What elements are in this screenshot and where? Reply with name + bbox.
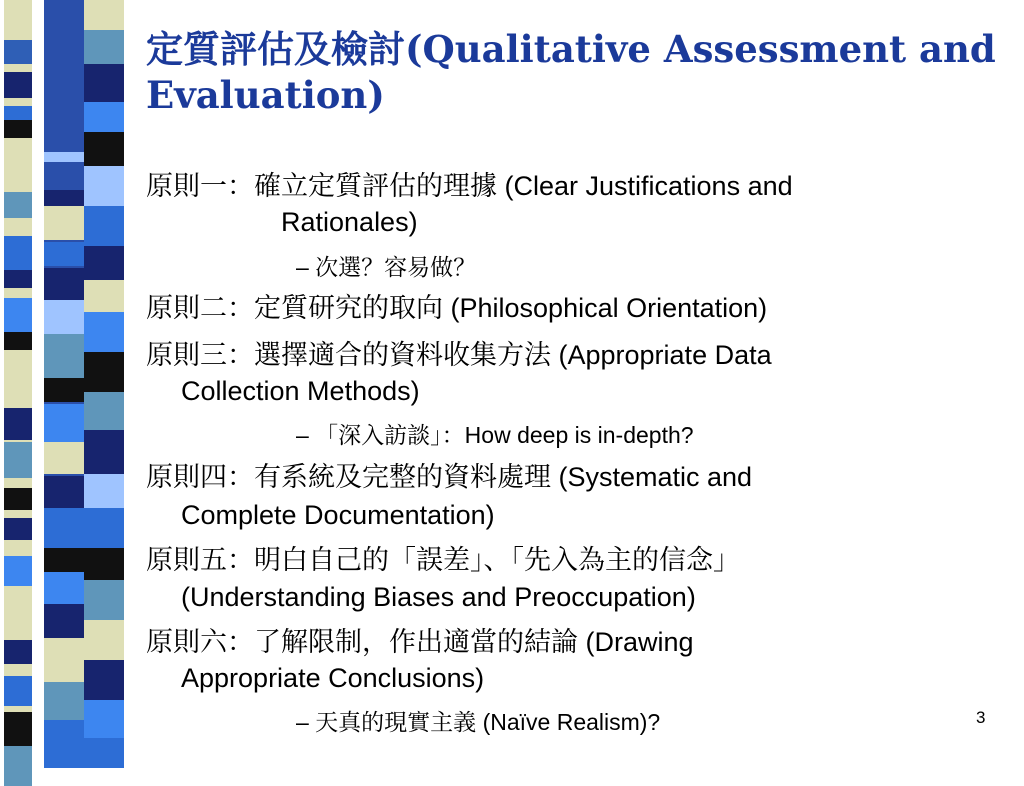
decorative-block — [84, 392, 124, 430]
principle-6-line-1: 原則六：了解限制，作出適當的結論 (Drawing — [146, 627, 694, 657]
decorative-block — [84, 132, 124, 166]
principle-1-line-2: Rationales) — [281, 207, 418, 237]
decorative-block — [44, 190, 84, 206]
principle-4-line-2: Complete Documentation) — [181, 500, 495, 530]
decorative-block — [4, 712, 32, 748]
decorative-block — [4, 676, 32, 706]
decorative-block — [4, 640, 32, 664]
principle-3-line-2: Collection Methods) — [181, 376, 420, 406]
decorative-block — [44, 476, 84, 508]
decorative-block — [44, 378, 84, 402]
decorative-block-strip — [0, 0, 130, 768]
principle-1-subpoint: – 次選？容易做？ — [296, 254, 477, 280]
decorative-block — [84, 738, 124, 768]
decorative-block — [44, 638, 84, 682]
decorative-block — [44, 572, 84, 604]
decorative-block — [4, 746, 32, 786]
decorative-block — [44, 508, 84, 548]
decorative-block — [4, 40, 32, 64]
decorative-block — [84, 102, 124, 132]
decorative-block — [4, 556, 32, 586]
principle-6-line-2: Appropriate Conclusions) — [181, 663, 485, 693]
decorative-block — [84, 0, 124, 30]
decorative-block — [44, 268, 84, 300]
decorative-block — [84, 312, 124, 352]
decorative-block — [4, 598, 32, 640]
decorative-block — [4, 72, 32, 98]
decorative-block — [84, 700, 124, 738]
decorative-block — [84, 246, 124, 280]
decorative-block — [4, 192, 32, 218]
principle-3-subpoint: – 「深入訪談」：How deep is in-depth? — [296, 422, 694, 448]
decorative-block — [44, 334, 84, 380]
decorative-block — [84, 580, 124, 620]
decorative-block — [4, 518, 32, 540]
decorative-block — [44, 152, 84, 162]
decorative-block — [84, 660, 124, 700]
decorative-block — [44, 404, 84, 442]
principle-5-line-1: 原則五：明白自己的「誤差」、「先入為主的信念」 — [146, 545, 740, 575]
principle-3-line-1: 原則三：選擇適合的資料收集方法 (Appropriate Data — [146, 340, 772, 370]
principle-1-line-1: 原則一：確立定質評估的理據 (Clear Justifications and — [146, 171, 793, 201]
decorative-block — [4, 270, 32, 288]
page-number: 3 — [976, 708, 986, 727]
decorative-block — [44, 720, 84, 768]
decorative-block — [84, 352, 124, 392]
principle-5-line-2: (Understanding Biases and Preoccupation) — [181, 582, 696, 612]
decorative-block — [84, 166, 124, 206]
decorative-block — [44, 242, 84, 266]
decorative-block — [4, 366, 32, 386]
decorative-block — [84, 548, 124, 580]
decorative-block — [84, 620, 124, 660]
principle-2-line-1: 原則二：定質研究的取向 (Philosophical Orientation) — [146, 293, 768, 323]
principle-6-subpoint: – 天真的現實主義 (Naïve Realism)? — [296, 709, 661, 735]
decorative-block — [4, 488, 32, 510]
decorative-block — [84, 30, 124, 64]
decorative-block — [84, 430, 124, 474]
decorative-block — [84, 280, 124, 312]
decorative-block — [44, 682, 84, 720]
slide-title: 定質評估及檢討(Qualitative Assessment and Evaluation) — [146, 27, 996, 117]
decorative-block — [4, 408, 32, 440]
decorative-block — [4, 442, 32, 478]
decorative-block — [44, 604, 84, 638]
decorative-block — [44, 300, 84, 336]
decorative-block — [84, 206, 124, 246]
decorative-block — [4, 120, 32, 138]
decorative-block — [4, 150, 32, 168]
decorative-block — [84, 474, 124, 508]
decorative-block — [84, 64, 124, 102]
decorative-block — [4, 332, 32, 350]
decorative-block — [44, 206, 84, 240]
decorative-block — [44, 442, 84, 474]
principle-4-line-1: 原則四：有系統及完整的資料處理 (Systematic and — [146, 462, 753, 492]
decorative-block — [84, 508, 124, 548]
decorative-block — [44, 548, 84, 572]
